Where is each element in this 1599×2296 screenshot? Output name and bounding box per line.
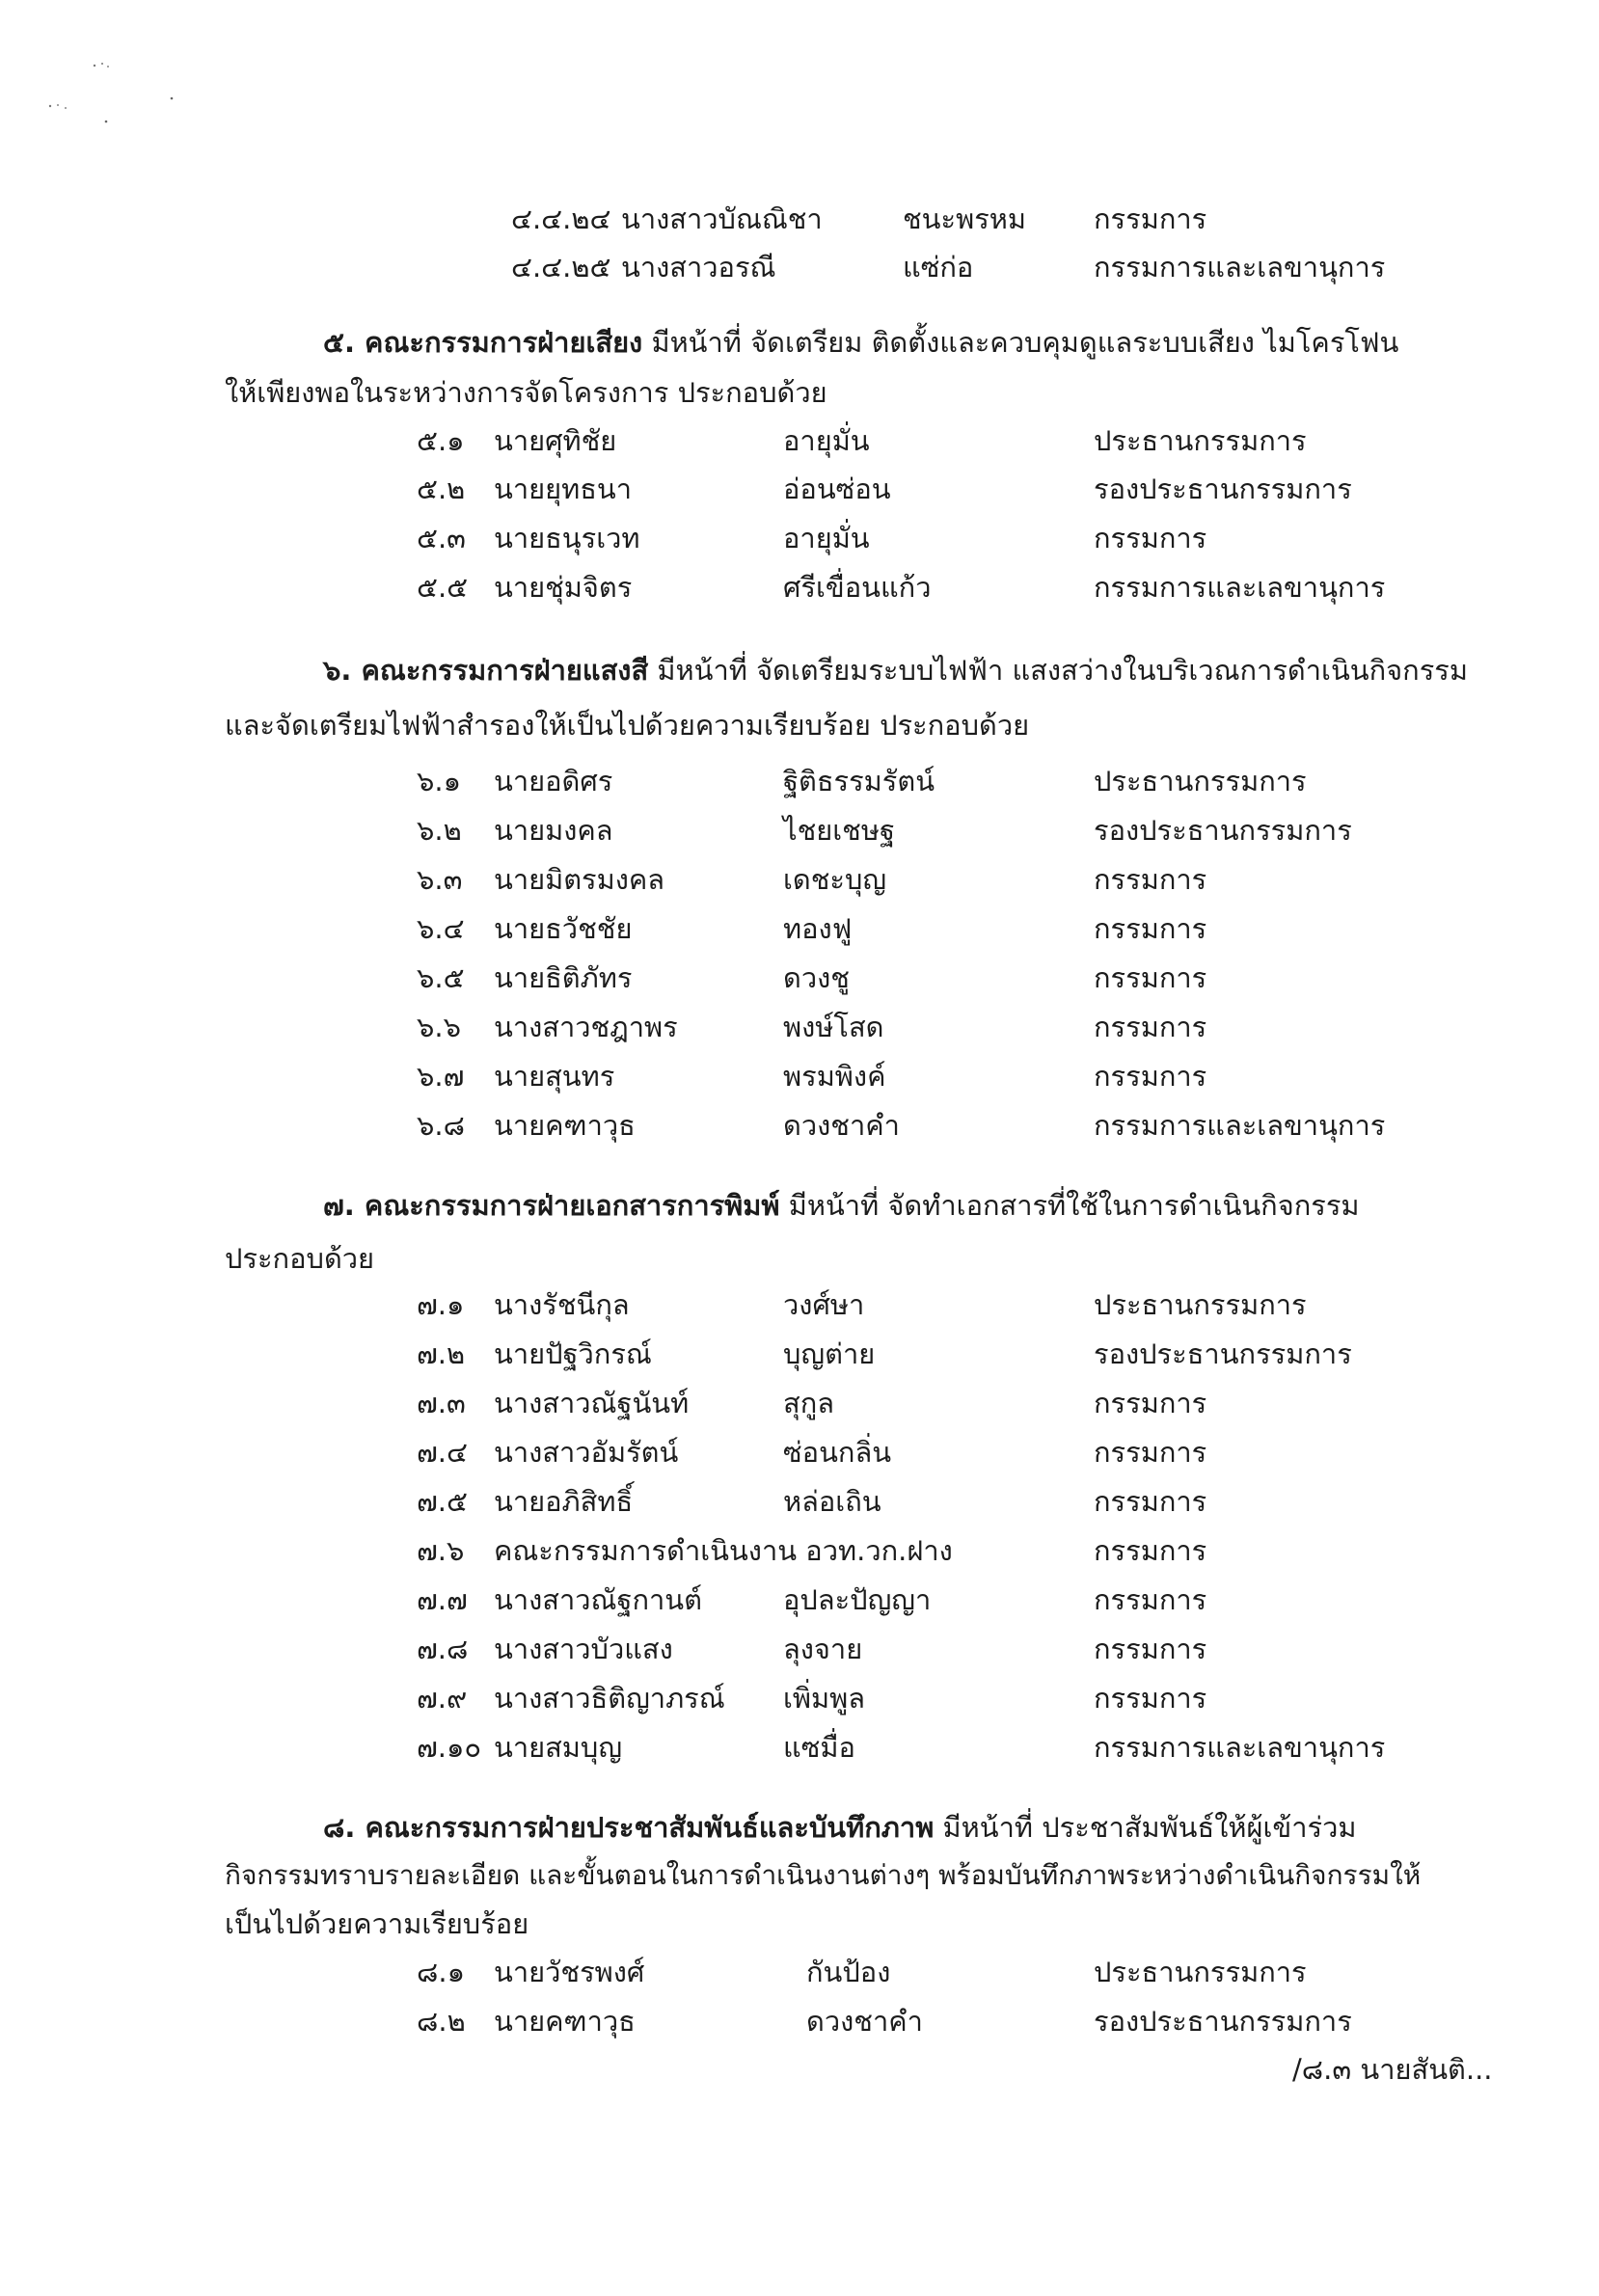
member-surname: ทองฟู: [783, 912, 853, 945]
member-role: กรรมการและเลขานุการ: [1094, 1731, 1386, 1764]
section-7-heading-line: [323, 1186, 1360, 1225]
scan-specks: [39, 58, 193, 135]
member-name: นางสาวอัมรัตน์: [494, 1436, 679, 1469]
member-surname: เดชะบุญ: [783, 863, 887, 896]
section-duty-line: ประกอบด้วย: [225, 1242, 375, 1275]
table-row: [417, 1531, 1477, 1570]
member-surname: อ่อนซ่อน: [783, 473, 891, 505]
member-name: นายอดิศร: [494, 765, 613, 797]
member-no: ๔.๔.๒๔: [511, 203, 611, 235]
section-8-heading-line: [323, 1808, 1356, 1847]
member-no: ๖.๗: [417, 1060, 465, 1093]
member-name: นายธนุรเวท: [494, 522, 640, 554]
member-surname: อุปละปัญญา: [783, 1583, 932, 1616]
table-row: [511, 248, 1476, 286]
member-role: กรรมการ: [1094, 1534, 1207, 1567]
member-no: ๖.๖: [417, 1011, 462, 1043]
member-role: รองประธานกรรมการ: [1094, 473, 1352, 505]
member-no: ๕.๕: [417, 571, 469, 604]
section-duty: มีหน้าที่ จัดเตรียมระบบไฟฟ้า แสงสว่างในบริเวณการดำเนินกิจกรรม: [657, 654, 1468, 687]
table-row: [417, 860, 1477, 899]
member-role: รองประธานกรรมการ: [1094, 814, 1352, 847]
member-surname: บุญต่าย: [783, 1337, 876, 1370]
section-title: ๗. คณะกรรมการฝ่ายเอกสารการพิมพ์: [323, 1189, 780, 1222]
member-no: ๗.๑: [417, 1288, 465, 1321]
member-no: ๘.๑: [417, 1956, 465, 1988]
member-no: ๗.๔: [417, 1436, 468, 1469]
table-row: [417, 1679, 1477, 1717]
member-role: กรรมการและเลขานุการ: [1094, 571, 1386, 604]
member-role: กรรมการ: [1094, 203, 1207, 235]
member-role: กรรมการ: [1094, 961, 1207, 994]
member-name: นายอภิสิทธิ์: [494, 1485, 634, 1518]
member-no: ๔.๔.๒๕: [511, 251, 611, 284]
member-surname: ลุงจาย: [783, 1633, 863, 1665]
section-title: ๖. คณะกรรมการฝ่ายแสงสี: [323, 654, 649, 687]
member-surname: ดวงชาคำ: [783, 1109, 900, 1142]
member-surname: อายุมั่น: [783, 522, 870, 554]
table-row: [417, 519, 1477, 557]
member-surname: สุกูล: [783, 1387, 835, 1419]
table-row: [417, 1953, 1477, 1991]
member-no: ๖.๒: [417, 814, 462, 847]
member-no: ๖.๔: [417, 912, 465, 945]
member-no: ๕.๓: [417, 522, 466, 554]
member-name: นางสาวอรณี: [621, 251, 776, 284]
member-surname: ซ่อนกลิ่น: [783, 1436, 892, 1469]
section-duty-line: กิจกรรมทราบรายละเอียด และขั้นตอนในการดำเนินงานต่างๆ พร้อมบันทึกภาพระหว่างดำเนินกิจกรรมให้: [225, 1859, 1422, 1891]
member-name: นายคฑาวุธ: [494, 1109, 636, 1142]
member-surname: กันป้อง: [806, 1956, 891, 1988]
section-duty-line: ให้เพียงพอในระหว่างการจัดโครงการ ประกอบด้วย: [225, 376, 827, 409]
member-name: นายศุทิชัย: [494, 424, 617, 457]
member-name: นายมงคล: [494, 814, 613, 847]
member-name: นายธวัชชัย: [494, 912, 633, 945]
continuation-ref: /๘.๓ นายสันติ...: [1292, 2053, 1493, 2086]
member-no: ๖.๘: [417, 1109, 465, 1142]
member-name: นายสุนทร: [494, 1060, 615, 1093]
table-row: [417, 1630, 1477, 1668]
member-surname: ศรีเขื่อนแก้ว: [783, 571, 932, 604]
table-row: [417, 568, 1477, 607]
member-role: กรรมการ: [1094, 1485, 1207, 1518]
member-name: คณะกรรมการดำเนินงาน อวท.วก.ฝาง: [494, 1534, 953, 1567]
member-name: นายชุ่มจิตร: [494, 571, 633, 604]
member-name: นายสมบุญ: [494, 1731, 623, 1764]
member-role: ประธานกรรมการ: [1094, 1288, 1307, 1321]
section-title: ๕. คณะกรรมการฝ่ายเสียง: [323, 326, 643, 359]
table-row: [417, 1335, 1477, 1373]
member-role: ประธานกรรมการ: [1094, 765, 1307, 797]
section-title: ๘. คณะกรรมการฝ่ายประชาสัมพันธ์และบันทึกภาพ: [323, 1811, 935, 1844]
member-no: ๗.๓: [417, 1387, 466, 1419]
member-role: ประธานกรรมการ: [1094, 1956, 1307, 1988]
section-duty: มีหน้าที่ จัดเตรียม ติดตั้งและควบคุมดูแลระบบเสียง ไมโครโฟน: [651, 326, 1399, 359]
table-row: [417, 470, 1477, 508]
member-role: กรรมการ: [1094, 1436, 1207, 1469]
member-surname: พงษ์โสด: [783, 1011, 884, 1043]
section-duty: มีหน้าที่ ประชาสัมพันธ์ให้ผู้เข้าร่วม: [942, 1811, 1357, 1844]
table-row: [417, 909, 1477, 948]
member-no: ๗.๑๐: [417, 1731, 482, 1764]
table-row: [417, 1482, 1477, 1521]
member-surname: เพิ่มพูล: [783, 1682, 866, 1715]
member-role: รองประธานกรรมการ: [1094, 2005, 1352, 2038]
member-name: นายวัชรพงศ์: [494, 1956, 645, 1988]
member-surname: แซมื่อ: [783, 1731, 855, 1764]
table-row: [417, 959, 1477, 997]
table-row: [417, 1285, 1477, 1324]
member-name: นางสาวณัฐนันท์: [494, 1387, 690, 1419]
member-name: นายคฑาวุธ: [494, 2005, 636, 2038]
member-role: กรรมการ: [1094, 1011, 1207, 1043]
member-no: ๕.๑: [417, 424, 465, 457]
table-row: [417, 2002, 1477, 2040]
section-6-heading-line: [323, 651, 1468, 689]
member-role: กรรมการ: [1094, 1682, 1207, 1715]
member-no: ๗.๒: [417, 1337, 466, 1370]
member-surname: ฐิติธรรมรัตน์: [783, 765, 935, 797]
member-no: ๕.๒: [417, 473, 466, 505]
member-name: นางรัชนีกุล: [494, 1288, 630, 1321]
member-no: ๖.๓: [417, 863, 463, 896]
section-5-heading-line: [323, 323, 1398, 362]
member-role: กรรมการและเลขานุการ: [1094, 251, 1386, 284]
section-duty: มีหน้าที่ จัดทำเอกสารที่ใช้ในการดำเนินกิจกรรม: [788, 1189, 1360, 1222]
member-surname: อายุมั่น: [783, 424, 870, 457]
section-duty-line: และจัดเตรียมไฟฟ้าสำรองให้เป็นไปด้วยความเรียบร้อย ประกอบด้วย: [225, 709, 1030, 742]
member-no: ๗.๘: [417, 1633, 469, 1665]
member-name: นางสาวชฎาพร: [494, 1011, 678, 1043]
table-row: [417, 1728, 1477, 1767]
member-role: กรรมการ: [1094, 1387, 1207, 1419]
table-row: [417, 1106, 1477, 1145]
member-surname: ชนะพรหม: [903, 203, 1027, 235]
member-no: ๘.๒: [417, 2005, 466, 2038]
member-role: ประธานกรรมการ: [1094, 424, 1307, 457]
table-row: [417, 1433, 1477, 1472]
member-role: กรรมการ: [1094, 1583, 1207, 1616]
member-role: กรรมการ: [1094, 912, 1207, 945]
member-no: ๖.๕: [417, 961, 465, 994]
table-row: [417, 1384, 1477, 1422]
member-no: ๗.๖: [417, 1534, 465, 1567]
member-no: ๗.๗: [417, 1583, 468, 1616]
member-name: นายมิตรมงคล: [494, 863, 665, 896]
member-surname: ดวงชู: [783, 961, 850, 994]
table-row: [417, 1580, 1477, 1619]
member-no: ๗.๕: [417, 1485, 468, 1518]
member-role: กรรมการ: [1094, 1060, 1207, 1093]
table-row: [417, 1057, 1477, 1095]
member-surname: พรมพิงค์: [783, 1060, 886, 1093]
member-name: นางสาวณัฐกานต์: [494, 1583, 702, 1616]
table-row: [417, 421, 1477, 460]
member-role: กรรมการ: [1094, 1633, 1207, 1665]
table-row: [511, 200, 1476, 238]
member-surname: ไชยเชษฐ: [783, 814, 895, 847]
member-surname: หล่อเถิน: [783, 1485, 881, 1518]
table-row: [417, 762, 1477, 800]
member-name: นางสาวบัวแสง: [494, 1633, 673, 1665]
member-surname: ดวงชาคำ: [806, 2005, 923, 2038]
member-role: รองประธานกรรมการ: [1094, 1337, 1352, 1370]
member-role: กรรมการ: [1094, 863, 1207, 896]
member-no: ๗.๙: [417, 1682, 468, 1715]
member-name: นายยุทธนา: [494, 473, 633, 505]
table-row: [417, 1008, 1477, 1046]
member-surname: แซ่ก่อ: [903, 251, 974, 284]
member-name: นายปัฐวิกรณ์: [494, 1337, 652, 1370]
member-surname: วงศ์ษา: [783, 1288, 865, 1321]
table-row: [417, 811, 1477, 850]
member-role: กรรมการและเลขานุการ: [1094, 1109, 1386, 1142]
member-name: นางสาวธิติญาภรณ์: [494, 1682, 725, 1715]
member-role: กรรมการ: [1094, 522, 1207, 554]
section-duty-line: เป็นไปด้วยความเรียบร้อย: [225, 1907, 529, 1940]
member-name: นางสาวบัณณิชา: [621, 203, 823, 235]
member-name: นายธิติภัทร: [494, 961, 633, 994]
member-no: ๖.๑: [417, 765, 462, 797]
